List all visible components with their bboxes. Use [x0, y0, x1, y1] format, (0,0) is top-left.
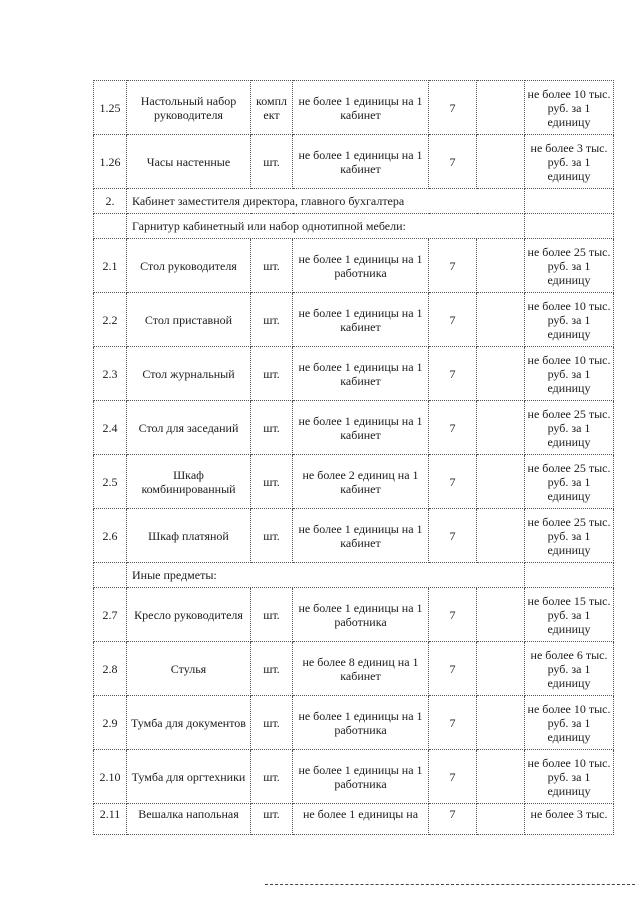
unit: шт.: [251, 239, 293, 293]
price-limit: не более 10 тыс. руб. за 1 единицу: [525, 750, 614, 804]
service-life: 7: [429, 696, 477, 750]
item-name: Шкаф комбинированный: [127, 455, 251, 509]
quantity-norm: не более 1 единицы на 1 кабинет: [293, 135, 429, 189]
service-life: 7: [429, 804, 477, 835]
furniture-norms-table: [93, 80, 614, 835]
price-limit: не более 15 тыс. руб. за 1 единицу: [525, 588, 614, 642]
table-row: [94, 401, 614, 455]
quantity-norm: не более 1 единицы на 1 работника: [293, 750, 429, 804]
item-name: Тумба для оргтехники: [127, 750, 251, 804]
price-limit: не более 25 тыс. руб. за 1 единицу: [525, 239, 614, 293]
row-number: 2.10: [94, 750, 127, 804]
empty-cell: [477, 81, 525, 135]
price-limit: не более 10 тыс. руб. за 1 единицу: [525, 81, 614, 135]
empty-cell: [477, 347, 525, 401]
item-name: Стол для заседаний: [127, 401, 251, 455]
quantity-norm: не более 1 единицы на 1 кабинет: [293, 293, 429, 347]
service-life: 7: [429, 588, 477, 642]
row-number: 2.5: [94, 455, 127, 509]
empty-cell: [94, 563, 127, 588]
table-row: [94, 455, 614, 509]
unit: шт.: [251, 509, 293, 563]
price-limit: не более 25 тыс. руб. за 1 единицу: [525, 401, 614, 455]
table-row: [94, 642, 614, 696]
row-number: 2.3: [94, 347, 127, 401]
group-title: Гарнитур кабинетный или набор однотипной мебели:: [127, 214, 525, 239]
unit: шт.: [251, 135, 293, 189]
table-row: [94, 347, 614, 401]
unit: шт.: [251, 455, 293, 509]
quantity-norm: не более 1 единицы на 1 кабинет: [293, 81, 429, 135]
service-life: 7: [429, 293, 477, 347]
price-limit: не более 25 тыс. руб. за 1 единицу: [525, 509, 614, 563]
quantity-norm: не более 1 единицы на: [293, 804, 429, 835]
service-life: 7: [429, 135, 477, 189]
item-name: Часы настенные: [127, 135, 251, 189]
group-row: [94, 563, 614, 588]
price-limit: не более 10 тыс. руб. за 1 единицу: [525, 293, 614, 347]
service-life: 7: [429, 642, 477, 696]
table-row: [94, 239, 614, 293]
empty-cell: [525, 563, 614, 588]
empty-cell: [94, 214, 127, 239]
row-number: 2.11: [94, 804, 127, 835]
service-life: 7: [429, 347, 477, 401]
unit: шт.: [251, 696, 293, 750]
unit: шт.: [251, 347, 293, 401]
price-limit: не более 10 тыс. руб. за 1 единицу: [525, 696, 614, 750]
row-number: 2.7: [94, 588, 127, 642]
section-title: Кабинет заместителя директора, главного бухгалтера: [127, 189, 525, 214]
service-life: 7: [429, 401, 477, 455]
unit: шт.: [251, 750, 293, 804]
price-limit: не более 3 тыс. руб. за 1 единицу: [525, 135, 614, 189]
price-limit: не более 3 тыс.: [525, 804, 614, 835]
item-name: Стол журнальный: [127, 347, 251, 401]
empty-cell: [477, 135, 525, 189]
quantity-norm: не более 1 единицы на 1 работника: [293, 588, 429, 642]
group-title: Иные предметы:: [127, 563, 525, 588]
section-number: 2.: [94, 189, 127, 214]
table-row: [94, 696, 614, 750]
table-row: [94, 81, 614, 135]
unit: шт.: [251, 293, 293, 347]
price-limit: не более 25 тыс. руб. за 1 единицу: [525, 455, 614, 509]
row-number: 1.26: [94, 135, 127, 189]
price-limit: не более 10 тыс. руб. за 1 единицу: [525, 347, 614, 401]
group-row: [94, 214, 614, 239]
quantity-norm: не более 1 единицы на 1 работника: [293, 696, 429, 750]
service-life: 7: [429, 455, 477, 509]
row-number: 2.6: [94, 509, 127, 563]
item-name: Вешалка напольная: [127, 804, 251, 835]
service-life: 7: [429, 239, 477, 293]
empty-cell: [477, 401, 525, 455]
row-number: 2.4: [94, 401, 127, 455]
service-life: 7: [429, 81, 477, 135]
item-name: Стол руководителя: [127, 239, 251, 293]
row-number: 2.1: [94, 239, 127, 293]
service-life: 7: [429, 509, 477, 563]
row-number: 2.8: [94, 642, 127, 696]
empty-cell: [477, 642, 525, 696]
row-number: 2.9: [94, 696, 127, 750]
service-life: 7: [429, 750, 477, 804]
empty-cell: [525, 214, 614, 239]
unit: шт.: [251, 804, 293, 835]
unit: шт.: [251, 642, 293, 696]
empty-cell: [477, 804, 525, 835]
scan-edge-line: [265, 884, 635, 885]
quantity-norm: не более 1 единицы на 1 работника: [293, 239, 429, 293]
quantity-norm: не более 1 единицы на 1 кабинет: [293, 401, 429, 455]
quantity-norm: не более 2 единиц на 1 кабинет: [293, 455, 429, 509]
item-name: Тумба для документов: [127, 696, 251, 750]
empty-cell: [477, 696, 525, 750]
empty-cell: [477, 239, 525, 293]
unit: шт.: [251, 401, 293, 455]
quantity-norm: не более 1 единицы на 1 кабинет: [293, 347, 429, 401]
item-name: Кресло руководителя: [127, 588, 251, 642]
price-limit: не более 6 тыс. руб. за 1 единицу: [525, 642, 614, 696]
item-name: Настольный набор руководителя: [127, 81, 251, 135]
table-row: [94, 588, 614, 642]
table-row: [94, 135, 614, 189]
empty-cell: [525, 189, 614, 214]
item-name: Шкаф платяной: [127, 509, 251, 563]
row-number: 1.25: [94, 81, 127, 135]
empty-cell: [477, 588, 525, 642]
item-name: Стулья: [127, 642, 251, 696]
row-number: 2.2: [94, 293, 127, 347]
empty-cell: [477, 293, 525, 347]
quantity-norm: не более 8 единиц на 1 кабинет: [293, 642, 429, 696]
empty-cell: [477, 509, 525, 563]
table-row: [94, 293, 614, 347]
unit: шт.: [251, 588, 293, 642]
empty-cell: [477, 455, 525, 509]
quantity-norm: не более 1 единицы на 1 кабинет: [293, 509, 429, 563]
empty-cell: [477, 750, 525, 804]
unit: компл ект: [251, 81, 293, 135]
table-row: [94, 509, 614, 563]
table-row: [94, 750, 614, 804]
table-row: [94, 804, 614, 835]
section-row: [94, 189, 614, 214]
item-name: Стол приставной: [127, 293, 251, 347]
